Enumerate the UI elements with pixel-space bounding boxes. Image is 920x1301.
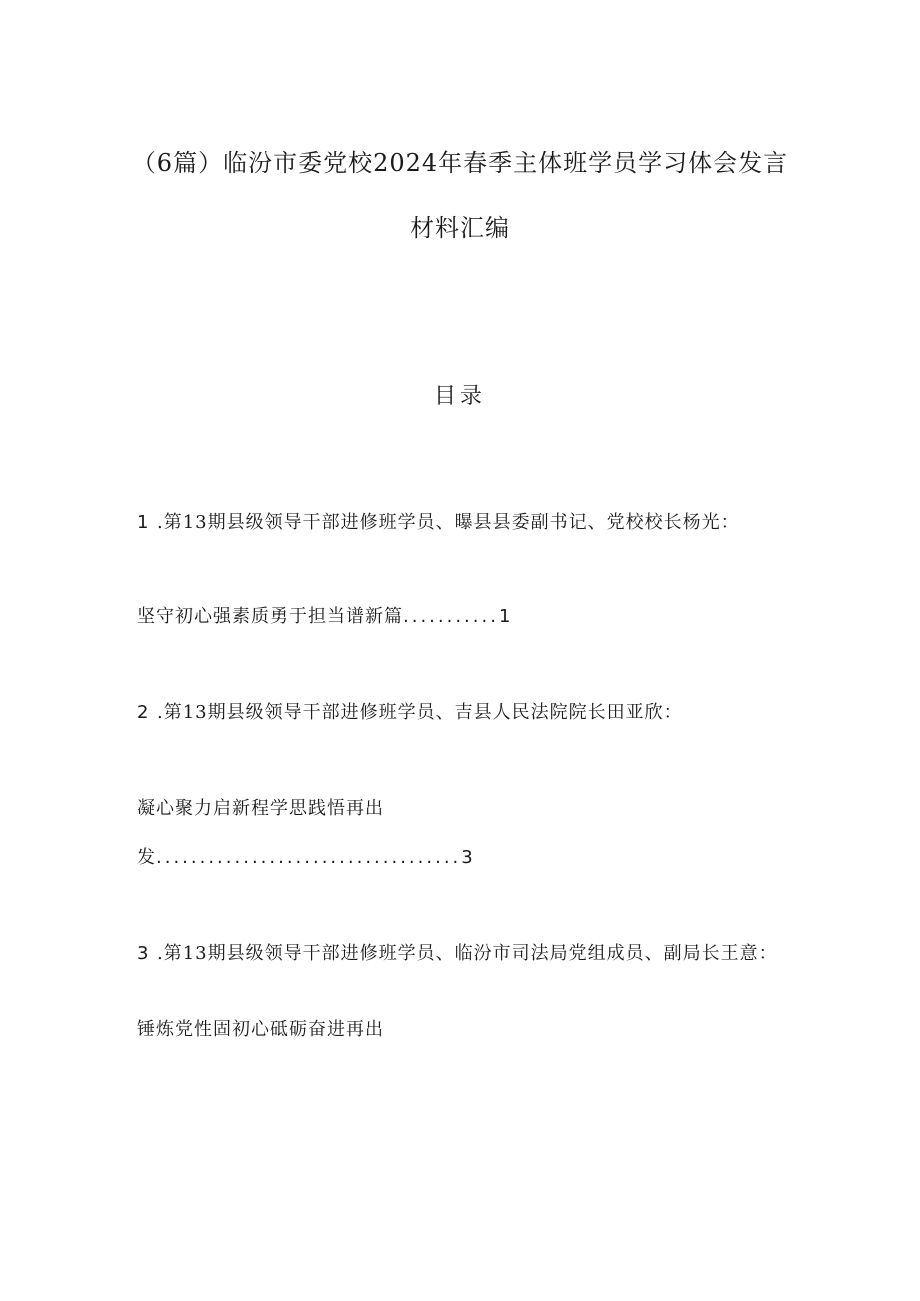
toc-entry-text: .第13期县级领导干部进修班学员、临汾市司法局党组成员、副局长王意：	[157, 943, 778, 964]
toc-leader-dots: ...................................	[156, 847, 462, 868]
toc-heading: 目录	[433, 384, 486, 409]
toc-entry-1-line-1[interactable]	[137, 510, 740, 536]
toc-page-number: 1	[498, 606, 512, 627]
toc-entry-text: .第13期县级领导干部进修班学员、吉县人民法院院长田亚欣：	[157, 702, 683, 723]
document-title-line-1: （6篇）临汾市委党校2024年春季主体班学员学习体会发言	[131, 149, 789, 177]
toc-entry-3-line-2[interactable]	[137, 1017, 384, 1043]
toc-entry-number: 3	[137, 943, 150, 964]
document-title-line-2: 材料汇编	[410, 214, 510, 242]
toc-entry-1-line-2[interactable]	[137, 604, 511, 630]
toc-entry-title: 坚守初心强素质勇于担当谱新篇	[137, 606, 403, 627]
toc-entry-number: 2	[137, 702, 150, 723]
toc-page-number: 3	[461, 847, 474, 868]
toc-leader-dots: ...........	[403, 606, 499, 627]
toc-entry-2-line-1[interactable]	[137, 700, 683, 726]
toc-entry-3-line-1[interactable]	[137, 941, 778, 967]
toc-entry-title: 锤炼党性固初心砥砺奋进再出	[137, 1019, 384, 1040]
toc-entry-title: 凝心聚力启新程学思践悟再出	[137, 798, 384, 819]
toc-entry-text: .第13期县级领导干部进修班学员、曝县县委副书记、党校校长杨光：	[157, 512, 740, 533]
toc-entry-2-line-2[interactable]	[137, 796, 384, 822]
toc-entry-title-continued: 发	[137, 847, 156, 868]
toc-entry-2-line-3[interactable]	[137, 845, 474, 871]
toc-entry-number: 1	[137, 512, 150, 533]
